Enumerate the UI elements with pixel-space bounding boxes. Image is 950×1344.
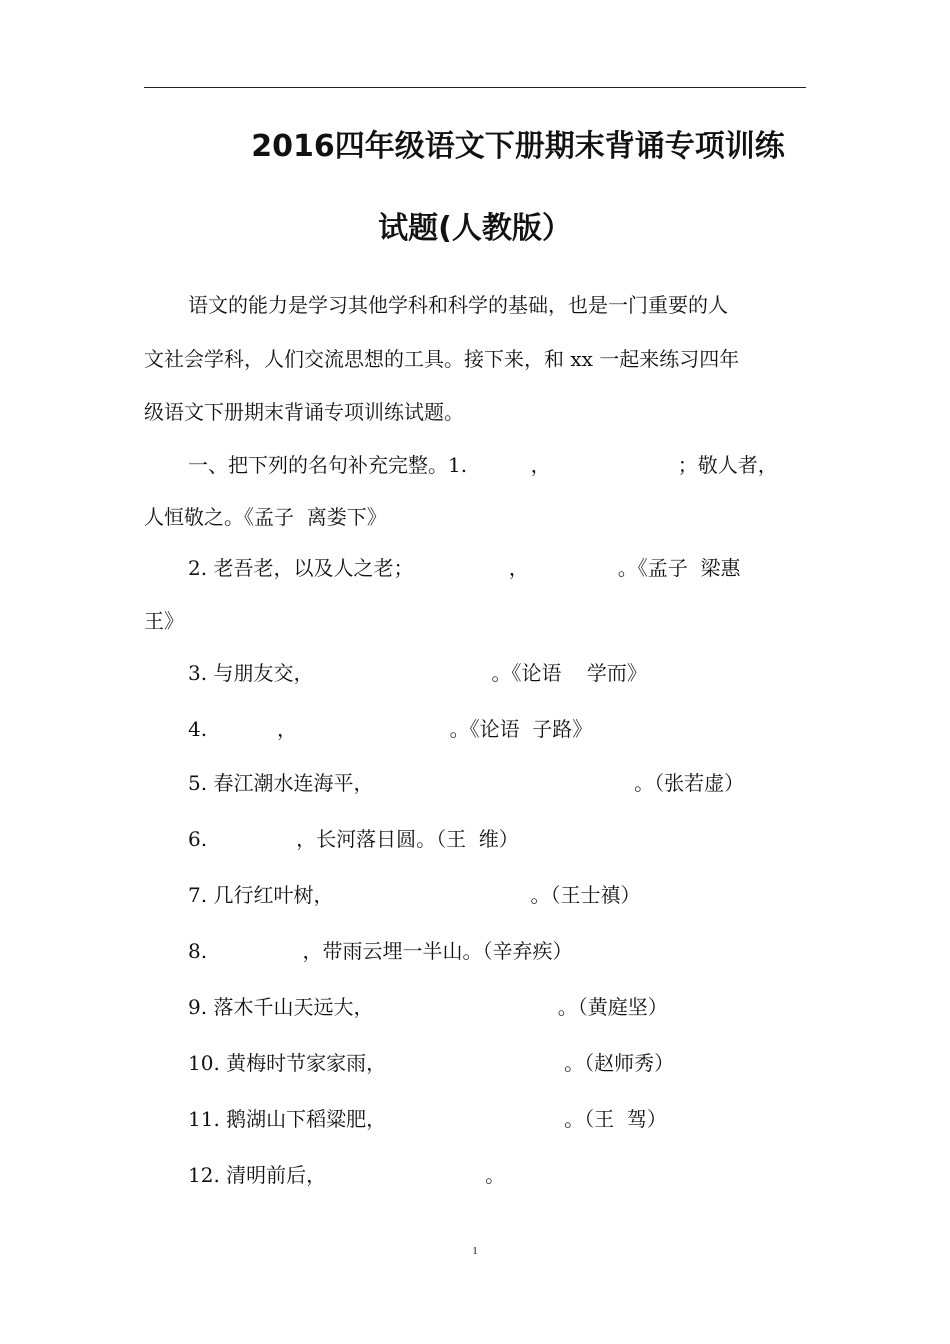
page-number: 1 <box>472 1245 478 1257</box>
question-item-12: 12. 清明前后， 。 <box>188 1163 506 1187</box>
question-item-2-line2: 王》 <box>144 609 184 633</box>
question-item-3: 3. 与朋友交， 。《论语 学而》 <box>188 661 647 685</box>
intro-paragraph-line1: 语文的能力是学习其他学科和科学的基础，也是一门重要的人 <box>188 293 728 317</box>
document-title-line2: 试题(人教版） <box>378 211 572 246</box>
question-item-10: 10. 黄梅时节家家雨， 。（赵师秀） <box>188 1051 675 1075</box>
question-item-4: 4. ， 。《论语 子路》 <box>188 717 593 741</box>
section1-heading-line2: 人恒敬之。《孟子 离娄下》 <box>144 505 387 529</box>
intro-paragraph-line2: 文社会学科，人们交流思想的工具。接下来，和 xx 一起来练习四年 <box>144 347 740 371</box>
question-item-7: 7. 几行红叶树， 。（王士禛） <box>188 883 641 907</box>
question-item-6: 6. ，长河落日圆。（王 维） <box>188 827 519 851</box>
question-item-5: 5. 春江潮水连海平， 。（张若虚） <box>188 771 745 795</box>
header-rule <box>144 87 806 88</box>
document-title-line1: 2016四年级语文下册期末背诵专项训练 <box>251 129 785 164</box>
question-item-9: 9. 落木千山天远大， 。（黄庭坚） <box>188 995 668 1019</box>
question-item-11: 11. 鹅湖山下稻粱肥， 。（王 驾） <box>188 1107 667 1131</box>
intro-paragraph-line3: 级语文下册期末背诵专项训练试题。 <box>144 400 464 424</box>
section1-heading-line1: 一、把下列的名句补充完整。1. ， ；敬人者， <box>188 453 778 477</box>
question-item-8: 8. ，带雨云埋一半山。（辛弃疾） <box>188 939 573 963</box>
question-item-2-line1: 2. 老吾老，以及人之老； ， 。《孟子 梁惠 <box>188 556 741 580</box>
